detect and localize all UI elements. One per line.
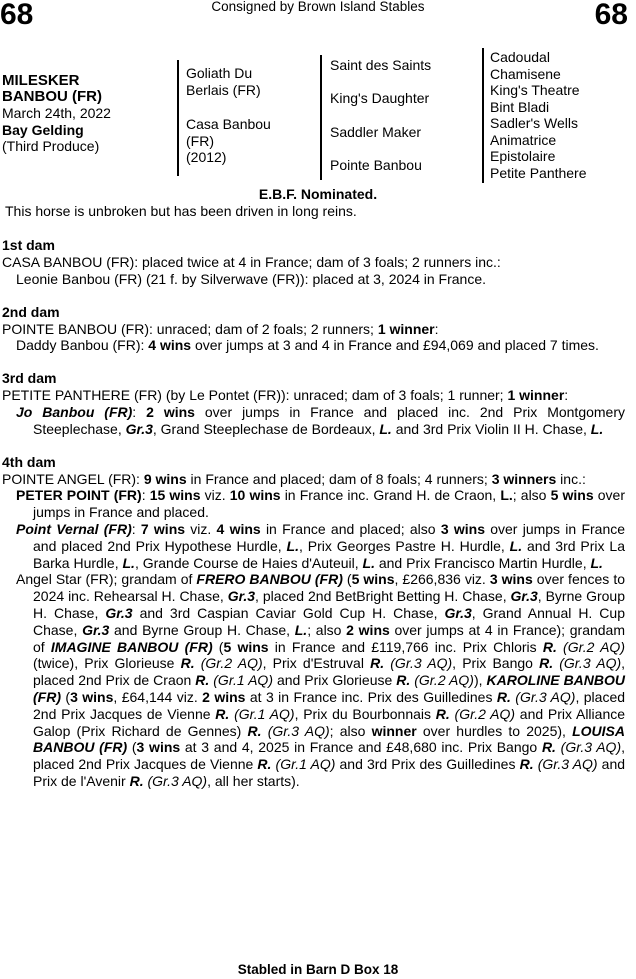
pedigree-divider-3 — [482, 48, 484, 183]
lot-number-left: 68 — [0, 0, 34, 31]
third-dam-produce: Jo Banbou (FR): 2 wins over jumps in France and placed inc. 2nd Prix Montgomery Steeplechase, Gr.3, Grand Steeplechase de Bordeaux, L. and 3rd Prix Violin II H. Chase, L. — [16, 403, 626, 437]
first-dam-produce: Leonie Banbou (FR) (21 f. by Silverwave (FR)): placed at 3, 2024 in France. — [16, 270, 486, 287]
foaling-date: March 24th, 2022 — [2, 105, 111, 121]
pedigree-divider-2 — [320, 55, 322, 180]
second-dam-intro: POINTE BANBOU (FR): unraced; dam of 2 foals; 2 runners; 1 winner: — [2, 320, 439, 337]
section-heading-second-dam: 2nd dam — [2, 303, 60, 320]
family-body — [2, 237, 625, 790]
unbroken-note: This horse is unbroken but has been driven in long reins. — [5, 203, 357, 219]
pedigree-grandsire-maternal: Saddler Maker — [330, 124, 422, 140]
pedigree-dam: Casa Banbou (FR) (2012) — [186, 116, 271, 165]
horse-name-line2: BANBOU (FR) — [2, 88, 102, 105]
lot-number-right: 68 — [594, 0, 628, 31]
stabling-footer: Stabled in Barn D Box 18 — [237, 962, 399, 977]
horse-name-line1: MILESKER — [2, 72, 80, 89]
produce-point-vernal: Point Vernal (FR): 7 wins viz. 4 wins in France and placed; also 3 wins over jumps in France and placed 2nd Prix Hypothese Hurdle, L., Prix Georges Pastre H. Hurdle, L. and 3rd Prix La Barka Hurdle, L., Grande Course de Haies d'Auteuil, L. and Prix Francisco Martin Hurdle, L. — [16, 520, 626, 571]
section-heading-fourth-dam: 4th dam — [2, 453, 56, 470]
pedigree-granddam-paternal: King's Daughter — [330, 90, 430, 106]
produce-note: (Third Produce) — [2, 137, 100, 154]
pedigree-great-grandparents: Cadoudal Chamisene King's Theatre Bint Bladi Sadler's Wells Animatrice Epistolaire Petite Panthere — [490, 49, 587, 181]
third-dam-intro: PETITE PANTHERE (FR) (by Le Pontet (FR)): unraced; dam of 3 foals; 1 runner; 1 winner: — [2, 387, 569, 404]
pedigree-grandsire-paternal: Saint des Saints — [330, 57, 432, 73]
pedigree-sire: Goliath Du Berlais (FR) — [186, 65, 261, 98]
first-dam-intro: CASA BANBOU (FR): placed twice at 4 in France; dam of 3 foals; 2 runners inc.: — [2, 254, 501, 270]
pedigree-divider-1 — [177, 60, 179, 176]
section-heading-first-dam: 1st dam — [2, 237, 55, 253]
pedigree-granddam-maternal: Pointe Banbou — [330, 157, 422, 173]
produce-angel-star: Angel Star (FR); grandam of FRERO BANBOU (FR) (5 wins, £266,836 viz. 3 wins over fences to 2024 inc. Rehearsal H. Chase, Gr.3, placed 2nd BetBright Betting H. Chase, Gr.3, Byrne Group H. Chase, Gr.3 and 3rd Caspian Caviar Gold Cup H. Chase, Gr.3, Grand Annual H. Cup Chase, Gr.3 and Byrne Group H. Chase, L.; also 2 wins over jumps at 4 in France); grandam of IMAGINE BANBOU (FR) (5 wins in France and £119,766 inc. Prix Chloris R. (Gr.2 AQ) (twice), Prix Glorieuse R. (Gr.2 AQ), Prix d'Estruval R. (Gr.3 AQ), Prix Bango R. (Gr.3 AQ), placed 2nd Prix de Craon R. (Gr.1 AQ) and Prix Glorieuse R. (Gr.2 AQ)), KAROLINE BANBOU (FR) (3 wins, £64,144 viz. 2 wins at 3 in France inc. Prix des Guilledines R. (Gr.3 AQ), placed 2nd Prix Jacques de Vienne R. (Gr.1 AQ), Prix du Bourbonnais R. (Gr.2 AQ) and Prix Alliance Galop (Prix Richard de Gennes) R. (Gr.3 AQ); also winner over hurdles to 2025), LOUISA BANBOU (FR) (3 wins at 3 and 4, 2025 in France and £48,680 inc. Prix Bango R. (Gr.3 AQ), placed 2nd Prix Jacques de Vienne R. (Gr.1 AQ) and 3rd Prix des Guilledines R. (Gr.3 AQ) and Prix de l'Avenir R. (Gr.3 AQ), all her starts). — [16, 571, 626, 789]
fourth-dam-intro: POINTE ANGEL (FR): 9 wins in France and placed; dam of 8 foals; 4 runners; 3 winners inc.: — [2, 470, 586, 487]
produce-peter-point: PETER POINT (FR): 15 wins viz. 10 wins in France inc. Grand H. de Craon, L.; also 5 wins over jumps in France and placed. — [16, 487, 625, 521]
sex-colour: Bay Gelding — [2, 121, 84, 138]
section-heading-third-dam: 3rd dam — [2, 370, 57, 387]
consignor-line: Consigned by Brown Island Stables — [211, 0, 425, 14]
horse-info — [2, 73, 111, 154]
ebf-nominated: E.B.F. Nominated. — [258, 186, 378, 202]
second-dam-produce: Daddy Banbou (FR): 4 wins over jumps at 3 and 4 in France and £94,069 and placed 7 times. — [16, 337, 599, 354]
